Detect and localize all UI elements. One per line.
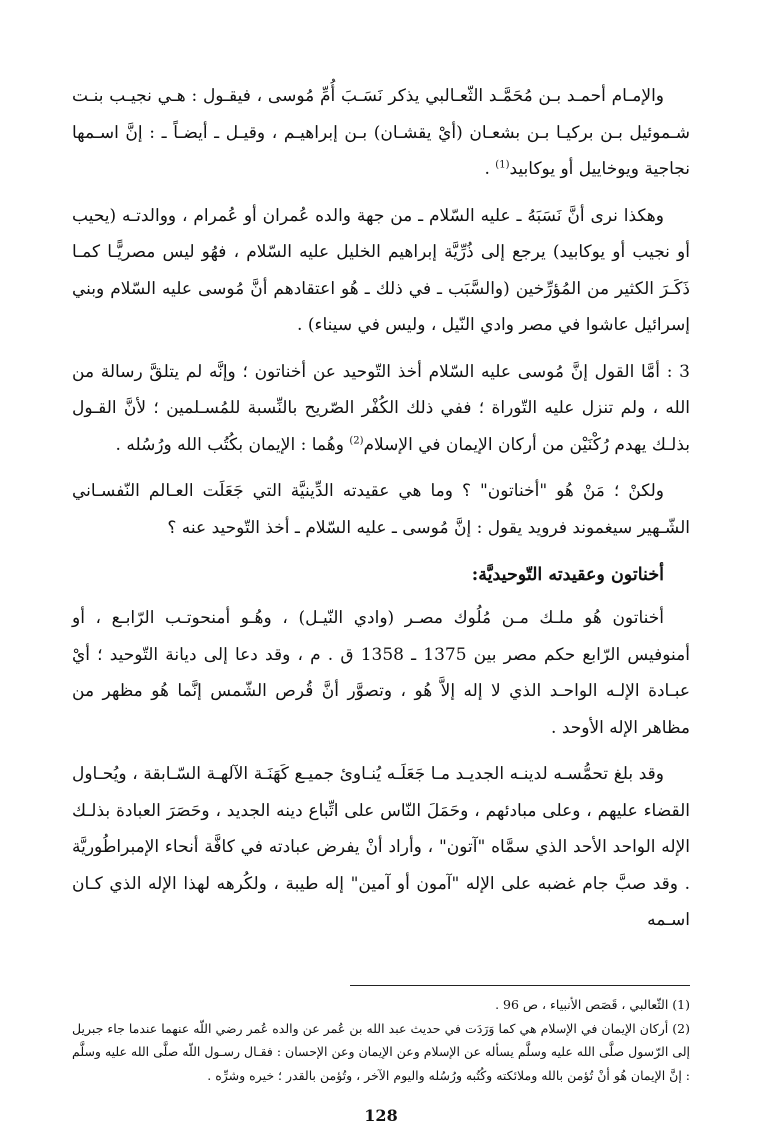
paragraph-text: 3 : أمَّا القول إنَّ مُوسى عليه السّلام أخذ التّوحيد عن أخناتون ؛ وإنَّه لم يتلقَّ رسالة من الله ، ولم تنزل عليه التّوراة ؛ ففي ذلك الكُفْر الصّريح بالنِّسبة للمُسـلمين ؛ لأنَّ القـول بذلـك يهدم رُكْنَيْن من أركان الإيمان في الإسلام (72, 361, 690, 455)
book-page (72, 78, 690, 1125)
footnote-divider (350, 985, 690, 986)
paragraph-akhenaten-zeal: وقد بلغ تحمُّسـه لدينـه الجديـد مـا جَعَلَـه يُنـاوئ جميـع كَهَنَـة الآلهـة السّـابقة ، ويُحـاول القضاء عليهم ، وعلى مبادئهم ، وحَمَلَ النّاس على اتِّباع دينه الجديد ، وحَصَرَ العبادة بذلـك الإله الواحد الأحد الذي سمَّاه "آتون" ، وأراد أنْ يفرض عبادته في كافَّة أنحاء الإمبراطُوريَّة . وقد صبَّ جام غضبه على الإله "آمون أو آمين" إله طيبة ، ولكُرهه لهذا الإله الذي كـان اسـمه (72, 764, 690, 930)
paragraph-mother-lineage (72, 78, 690, 188)
page-number: 128 (364, 1106, 398, 1125)
footnote-1: (1) الثّعالبي ، قَصَص الأنبياء ، ص 96 . (495, 997, 690, 1012)
paragraph-who-is-akhenaten: ولكنْ ؛ مَنْ هُو "أخناتون" ؟ وما هي عقيدته الدِّينيَّة التي جَعَلَت العـالم النّفسـاني الشّـهير سيغموند فرويد يقول : إنَّ مُوسى ـ عليه السّلام ـ أخذ التّوحيد عنه ؟ (72, 481, 690, 538)
paragraph-akhenaten-king: أخناتون هُو ملـك مـن مُلُوك مصـر (وادي النّيـل) ، وهُـو أمنحوتـب الرّابـع ، أو أمنوفيس الرّابع حكم مصر بين 1375 ـ 1358 ق . م ، وقد دعا إلى ديانة التّوحيد ؛ أيْ عبـادة الإلـه الواحـد الذي لا إله إلاَّ هُو ، وتصوَّر أنَّ قُرص الشّمس إنَّما هُو مظهر من مظاهر الإله الأوحد . (72, 608, 690, 738)
section-heading: أخناتون وعقيدته التّوحيديَّة: (471, 565, 664, 585)
paragraph-point-3 (72, 354, 690, 464)
paragraph-lineage-conclusion: وهكذا نرى أنَّ نَسَبَهُ ـ عليه السّلام ـ من جهة والده عُمران أو عُمرام ، ووالدتـه (يحيب أو نجيب أو يوكابيد) يرجع إلى ذُرِّيَّة إبراهيم الخليل عليه السّلام ، فهُو ليس مصريًّـا كمـا ذَكَـرَ الكثير من المُؤرِّخين (والسَّبَب ـ في ذلك ـ هُو اعتقادهم أنَّ مُوسى عليه السّلام وبني إسرائيل عاشوا في مصر وادي النّيل ، وليس في سيناء) . (72, 205, 690, 335)
paragraph-text: والإمـام أحمـد بـن مُحَمَّـد الثّعـالبي يذكر نَسَـبَ أُمِّ مُوسى ، فيقـول : هـي نجيـب بنـت شـموئيل بـن بركيـا بـن بشعـان (أيْ يقشـان) بـن إبراهيـم ، وقيـل ـ أيضـاً ـ : إنَّ اسـمها نجاجية ويوخاييل أو يوكابيد (72, 86, 690, 179)
paragraph-end: . (484, 159, 496, 179)
footnote-ref-1[interactable]: (1) (495, 159, 510, 171)
footnote-ref-2[interactable]: (2) (349, 434, 364, 446)
paragraph-end: وهُما : الإيمان بكُتُب الله ورُسُله . (115, 434, 350, 455)
footnote-2: (2) أركان الإيمان في الإسلام هي كما وَرَدَت في حديث عبد الله بن عُمر عن والده عُمر رضي اللّه عنهما عندما جاء جبريل إلى الرّسول صلَّى الله عليه وسلَّم يسأله عن الإسلام وعن الإيمان وعن الإحسان : فقـال رسـول اللّه صلَّى الله عليه وسلَّم : إنَّ الإيمان هُو أنْ تُؤمن بالله وملائكته وكُتُبه ورُسُله واليوم الآخر ، وتُؤمن بالقدر ؛ خيره وشرِّه . (72, 1020, 690, 1083)
footnotes (72, 993, 690, 1087)
